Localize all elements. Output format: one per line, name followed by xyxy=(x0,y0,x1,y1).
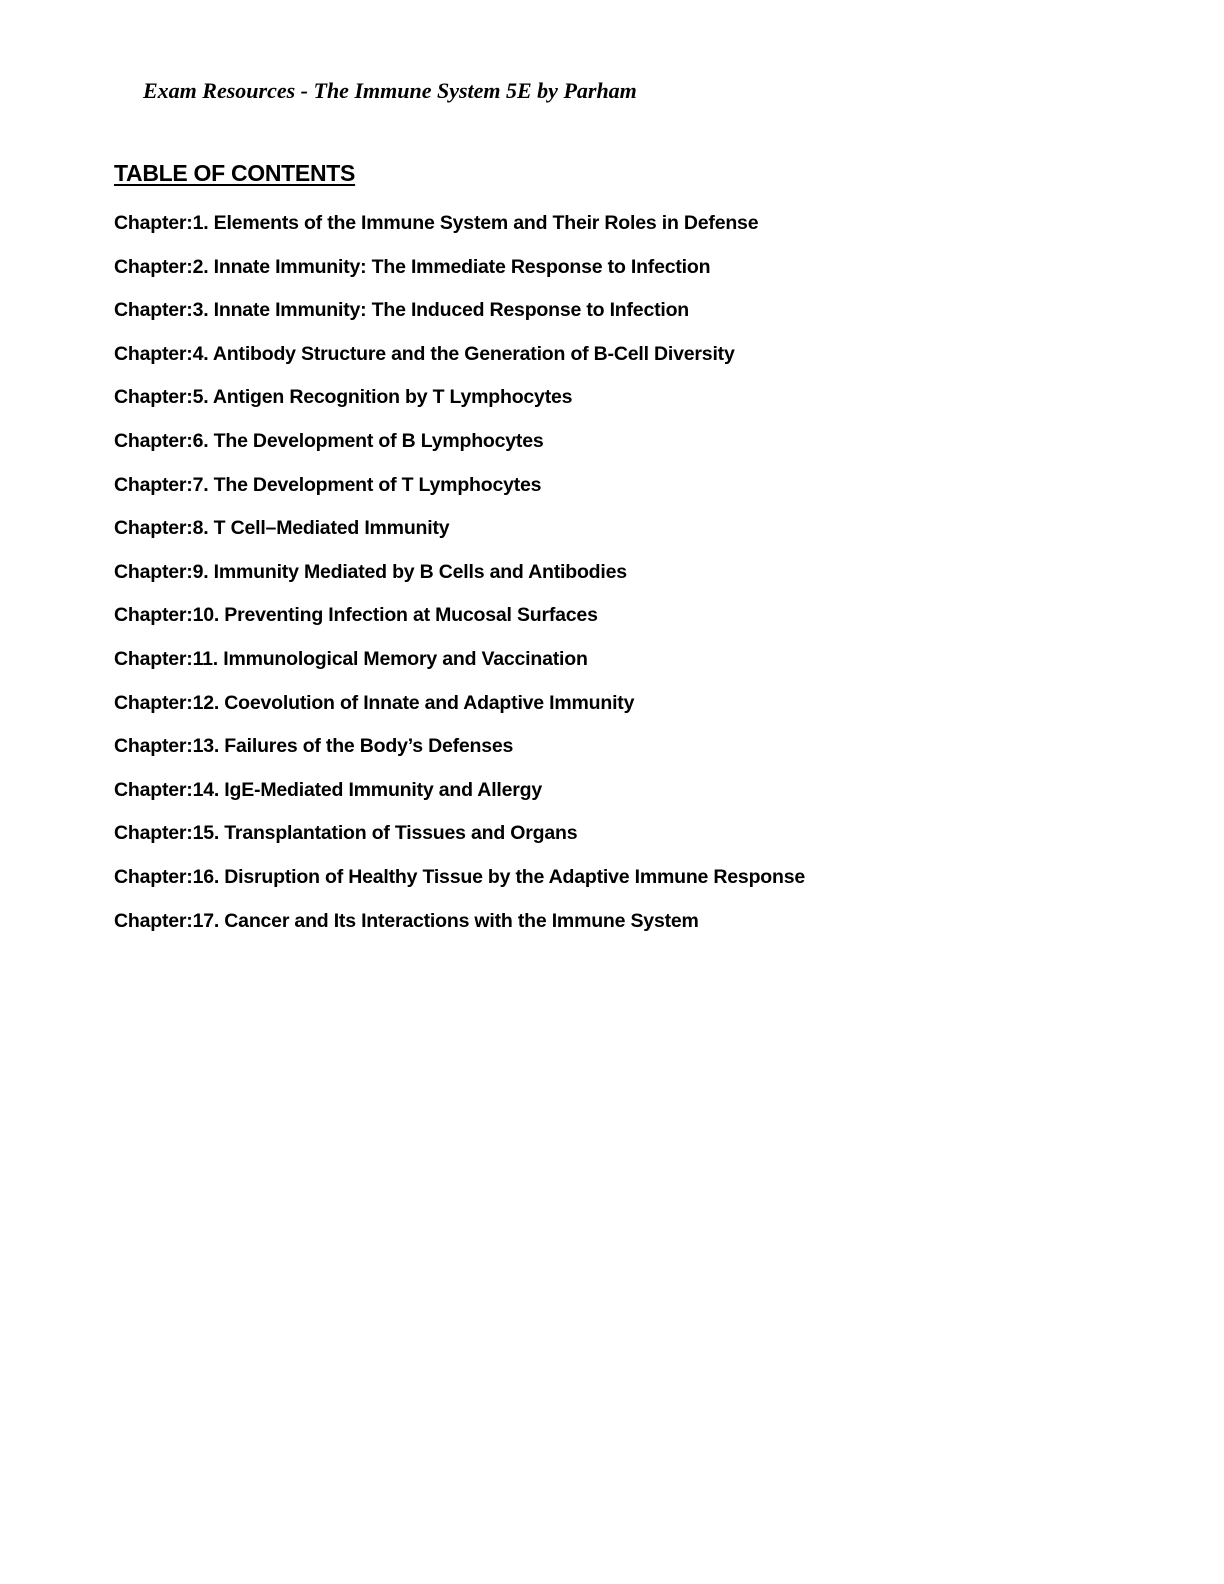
running-header: Exam Resources - The Immune System 5E by Parham xyxy=(143,78,637,103)
toc-title: TABLE OF CONTENTS xyxy=(114,160,356,186)
toc-item-chapter-4: Chapter:4. Antibody Structure and the Generation of B-Cell Diversity xyxy=(114,342,735,365)
toc-item-chapter-17: Chapter:17. Cancer and Its Interactions with the Immune System xyxy=(114,909,699,932)
toc-item-chapter-7: Chapter:7. The Development of T Lymphocytes xyxy=(114,473,542,496)
toc-item-chapter-8: Chapter:8. T Cell–Mediated Immunity xyxy=(114,517,450,540)
toc-item-chapter-12: Chapter:12. Coevolution of Innate and Adaptive Immunity xyxy=(114,691,635,714)
toc-item-chapter-11: Chapter:11. Immunological Memory and Vaccination xyxy=(114,647,588,670)
toc-item-chapter-16: Chapter:16. Disruption of Healthy Tissue by the Adaptive Immune Response xyxy=(114,865,805,888)
toc-list xyxy=(114,208,805,949)
toc-item-chapter-13: Chapter:13. Failures of the Body’s Defenses xyxy=(114,735,514,758)
toc-item-chapter-14: Chapter:14. IgE-Mediated Immunity and Allergy xyxy=(114,778,543,801)
toc-item-chapter-10: Chapter:10. Preventing Infection at Mucosal Surfaces xyxy=(114,604,598,627)
toc-item-chapter-6: Chapter:6. The Development of B Lymphocytes xyxy=(114,429,544,452)
toc-item-chapter-5: Chapter:5. Antigen Recognition by T Lymphocytes xyxy=(114,386,573,409)
toc-item-chapter-1: Chapter:1. Elements of the Immune System and Their Roles in Defense xyxy=(114,212,759,234)
toc-item-chapter-9: Chapter:9. Immunity Mediated by B Cells and Antibodies xyxy=(114,560,627,583)
toc-item-chapter-2: Chapter:2. Innate Immunity: The Immediate Response to Infection xyxy=(114,255,711,278)
toc-item-chapter-3: Chapter:3. Innate Immunity: The Induced Response to Infection xyxy=(114,299,690,322)
toc-item-chapter-15: Chapter:15. Transplantation of Tissues and Organs xyxy=(114,822,578,845)
